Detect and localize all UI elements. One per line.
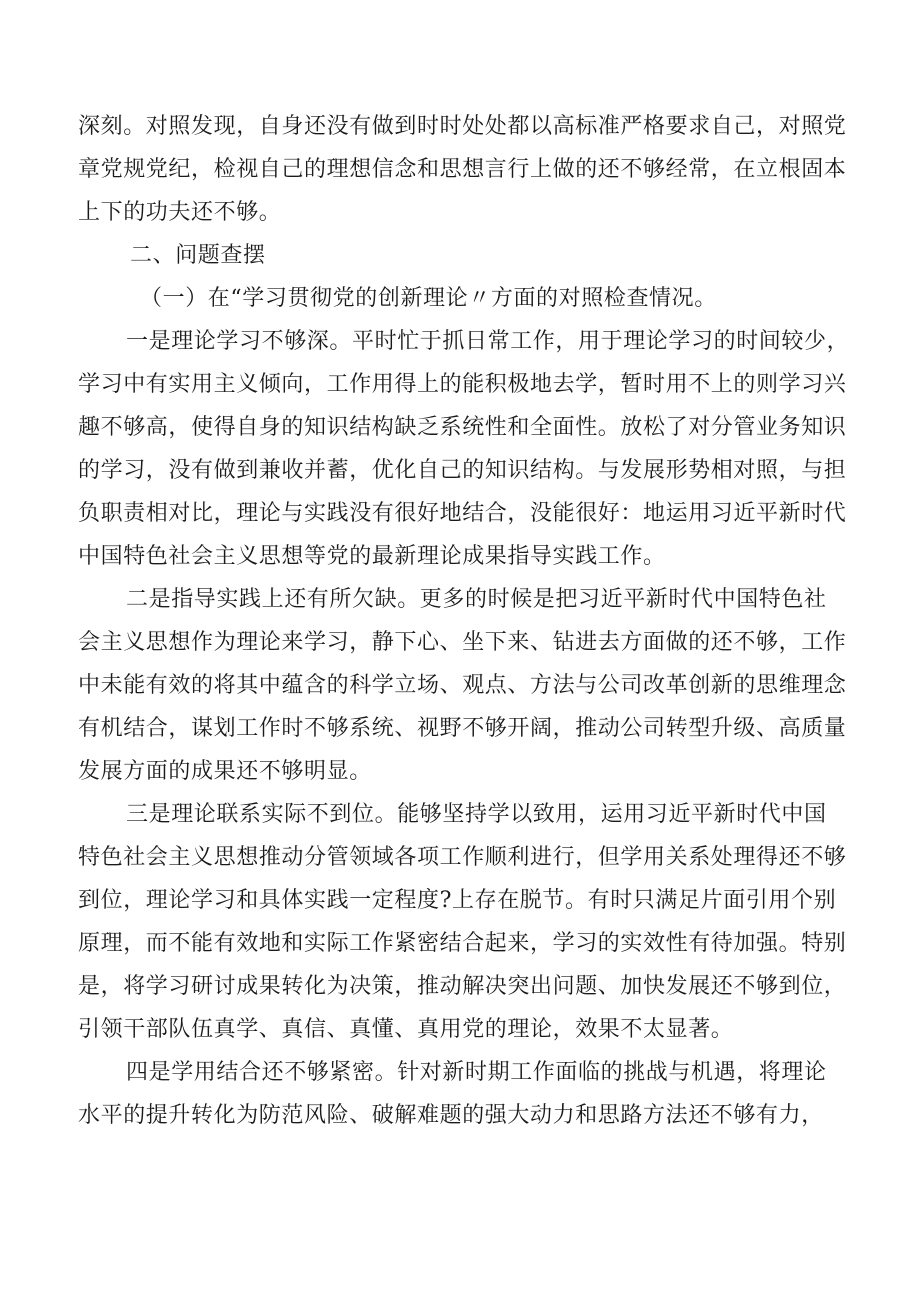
text-line: 负职责相对比，理论与实践没有很好地结合，没能很好：地运用习近平新时代 xyxy=(78,501,847,526)
text-line: 学习中有实用主义倾向，工作用得上的能积极地去学，暂时用不上的则学习兴 xyxy=(78,372,847,397)
text-line: 有机结合，谋划工作时不够系统、视野不够开阔，推动公司转型升级、高质量 xyxy=(78,716,847,741)
text-line: 的学习，没有做到兼收并蓄，优化自己的知识结构。与发展形势相对照，与担 xyxy=(78,458,847,483)
text-line: 原理，而不能有效地和实际工作紧密结合起来，学习的实效性有待加强。特别 xyxy=(78,931,847,956)
text-line: 特色社会主义思想推动分管领域各项工作顺利进行，但学用关系处理得还不够 xyxy=(78,845,847,870)
paragraph-first-line: 三是理论联系实际不到位。能够坚持学以致用，运用习近平新时代中国 xyxy=(126,802,827,827)
text-line: 引领干部队伍真学、真信、真懂、真用党的理论，效果不太显著。 xyxy=(78,1017,734,1042)
text-line: 会主义思想作为理论来学习，静下心、坐下来、钻进去方面做的还不够，工作 xyxy=(78,630,847,655)
text-line: 趣不够高，使得自身的知识结构缺乏系统性和全面性。放松了对分管业务知识 xyxy=(78,415,847,440)
text-line: 水平的提升转化为防范风险、破解难题的强大动力和思路方法还不够有力， xyxy=(78,1103,824,1128)
text-line: 中国特色社会主义思想等党的最新理论成果指导实践工作。 xyxy=(78,544,666,569)
text-line: 上下的功夫还不够。 xyxy=(78,200,282,225)
paragraph-first-line: 一是理论学习不够深。平时忙于抓日常工作，用于理论学习的时间较少， xyxy=(126,329,850,354)
text-line: 到位，理论学习和具体实践一定程度?上存在脱节。有时只满足片面引用个别 xyxy=(78,888,837,913)
section-heading: 二、问题查摆 xyxy=(130,243,266,268)
subsection-heading: （一）在“学习贯彻党的创新理论〃方面的对照检查情况。 xyxy=(140,286,717,311)
paragraph-first-line: 二是指导实践上还有所欠缺。更多的时候是把习近平新时代中国特色社 xyxy=(126,587,827,612)
paragraph-first-line: 四是学用结合还不够紧密。针对新时期工作面临的挑战与机遇，将理论 xyxy=(126,1060,827,1085)
text-line: 章党规党纪，检视自己的理想信念和思想言行上做的还不够经常，在立根固本 xyxy=(78,157,847,182)
text-line: 深刻。对照发现，自身还没有做到时时处处都以高标准严格要求自己，对照党 xyxy=(78,114,847,139)
text-line: 是，将学习研讨成果转化为决策，推动解决突出问题、加快发展还不够到位， xyxy=(78,974,847,999)
text-line: 中未能有效的将其中蕴含的科学立场、观点、方法与公司改革创新的思维理念 xyxy=(78,673,847,698)
text-line: 发展方面的成果还不够明显。 xyxy=(78,759,372,784)
